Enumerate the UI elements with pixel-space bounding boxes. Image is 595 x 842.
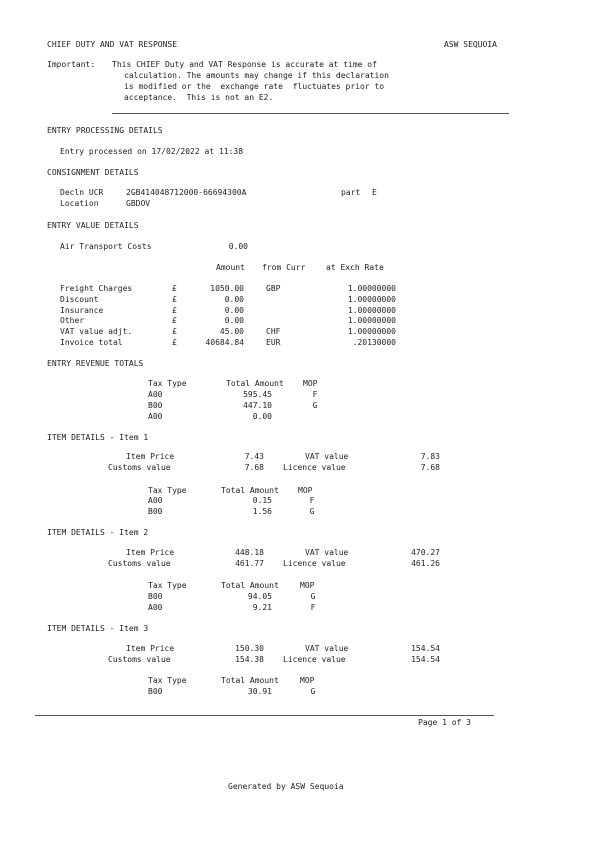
notice-line: This CHIEF Duty and VAT Response is accurate at time of xyxy=(112,60,377,69)
column-header: Tax Type xyxy=(148,581,187,590)
vat-value: 470.27 xyxy=(411,548,440,557)
column-header: Total Amount xyxy=(221,676,279,685)
tax-mop: G xyxy=(310,687,316,696)
customs-value-label: Customs value xyxy=(108,559,171,568)
licence-value-label: Licence value xyxy=(283,463,346,472)
entry-processed-text: Entry processed on 17/02/2022 at 11:38 xyxy=(60,147,244,156)
value-row-label: Freight Charges xyxy=(60,284,133,293)
tax-mop: F xyxy=(312,390,318,399)
column-header: Total Amount xyxy=(226,379,284,388)
licence-value-label: Licence value xyxy=(283,655,346,664)
value-row-amount: 40684.84 xyxy=(205,338,244,347)
part-value: E xyxy=(372,188,377,197)
value-row-rate: 1.00000000 xyxy=(347,316,396,325)
column-header: from Curr xyxy=(262,263,306,272)
column-header: MOP xyxy=(300,676,315,685)
customs-value: 461.77 xyxy=(235,559,264,568)
value-row-label: Insurance xyxy=(60,306,104,315)
notice-label: Important: xyxy=(47,60,96,69)
licence-value-label: Licence value xyxy=(283,559,346,568)
footer-text: Generated by ASW Sequoia xyxy=(228,782,344,791)
licence-value: 154.54 xyxy=(411,655,440,664)
currency-sign: £ xyxy=(172,327,177,336)
vat-value: 7.83 xyxy=(420,452,440,461)
value-row-currency: CHF xyxy=(266,327,281,336)
tax-type: B00 xyxy=(148,592,163,601)
item-price-label: Item Price xyxy=(126,644,175,653)
value-row-rate: 1.00000000 xyxy=(347,284,396,293)
currency-sign: £ xyxy=(172,284,177,293)
item-heading: ITEM DETAILS - Item 3 xyxy=(47,624,149,633)
item-heading: ITEM DETAILS - Item 1 xyxy=(47,433,149,442)
column-header: MOP xyxy=(303,379,318,388)
customs-value: 154.38 xyxy=(235,655,264,664)
tax-mop: F xyxy=(310,603,316,612)
licence-value: 7.68 xyxy=(420,463,440,472)
value-row-amount: 0.00 xyxy=(224,295,244,304)
customs-value: 7.68 xyxy=(244,463,264,472)
part-label: part xyxy=(341,188,361,197)
location-value: GBDOV xyxy=(126,199,151,208)
item-heading: ITEM DETAILS - Item 2 xyxy=(47,528,149,537)
column-header: Amount xyxy=(216,263,245,272)
tax-amount: 9.21 xyxy=(252,603,272,612)
air-transport-value: 0.00 xyxy=(228,242,248,251)
column-header: Tax Type xyxy=(148,379,187,388)
tax-amount: 30.91 xyxy=(247,687,272,696)
item-price-value: 7.43 xyxy=(244,452,264,461)
value-row-label: Discount xyxy=(60,295,99,304)
item-price-value: 448.18 xyxy=(235,548,264,557)
column-header: MOP xyxy=(300,581,315,590)
value-row-label: Invoice total xyxy=(60,338,123,347)
document-title: CHIEF DUTY AND VAT RESPONSE xyxy=(47,40,178,49)
page-number: Page 1 of 3 xyxy=(418,718,471,727)
tax-type: A00 xyxy=(148,603,163,612)
tax-amount: 0.00 xyxy=(252,412,272,421)
tax-amount: 94.05 xyxy=(247,592,272,601)
value-row-rate: 1.00000000 xyxy=(347,306,396,315)
ducr-value: 2GB414048712000-66694300A xyxy=(126,188,247,197)
item-price-value: 150.30 xyxy=(235,644,264,653)
value-row-amount: 0.00 xyxy=(224,306,244,315)
vat-value-label: VAT value xyxy=(305,548,349,557)
currency-sign: £ xyxy=(172,338,177,347)
consignment-heading: CONSIGNMENT DETAILS xyxy=(47,168,139,177)
value-row-currency: GBP xyxy=(266,284,281,293)
tax-mop: G xyxy=(309,507,315,516)
column-header: MOP xyxy=(298,486,313,495)
vat-value: 154.54 xyxy=(411,644,440,653)
tax-mop: G xyxy=(310,592,316,601)
currency-sign: £ xyxy=(172,295,177,304)
item-price-label: Item Price xyxy=(126,452,175,461)
customs-value-label: Customs value xyxy=(108,655,171,664)
customs-value-label: Customs value xyxy=(108,463,171,472)
column-header: Tax Type xyxy=(148,486,187,495)
tax-type: A00 xyxy=(148,496,163,505)
currency-sign: £ xyxy=(172,306,177,315)
tax-amount: 447.10 xyxy=(243,401,272,410)
tax-type: B00 xyxy=(148,507,163,516)
entry-processing-heading: ENTRY PROCESSING DETAILS xyxy=(47,126,163,135)
value-row-label: Other xyxy=(60,316,85,325)
notice-divider xyxy=(112,113,509,114)
tax-type: B00 xyxy=(148,401,163,410)
tax-mop: G xyxy=(312,401,318,410)
notice-line: calculation. The amounts may change if this declaration xyxy=(124,71,389,80)
tax-type: A00 xyxy=(148,390,163,399)
brand-name: ASW SEQUOIA xyxy=(444,40,497,49)
ducr-label: Decln UCR xyxy=(60,188,104,197)
vat-value-label: VAT value xyxy=(305,644,349,653)
tax-amount: 0.15 xyxy=(252,496,272,505)
currency-sign: £ xyxy=(172,316,177,325)
tax-type: A00 xyxy=(148,412,163,421)
value-row-amount: 0.00 xyxy=(224,316,244,325)
value-row-amount: 45.00 xyxy=(219,327,244,336)
notice-line: is modified or the exchange rate fluctuates prior to xyxy=(124,82,385,91)
location-label: Location xyxy=(60,199,99,208)
item-price-label: Item Price xyxy=(126,548,175,557)
value-row-rate: 1.00000000 xyxy=(347,295,396,304)
column-header: Total Amount xyxy=(221,581,279,590)
value-row-amount: 1050.00 xyxy=(210,284,244,293)
value-row-rate: 1.00000000 xyxy=(347,327,396,336)
revenue-totals-heading: ENTRY REVENUE TOTALS xyxy=(47,359,144,368)
tax-type: B00 xyxy=(148,687,163,696)
column-header: at Exch Rate xyxy=(326,263,384,272)
column-header: Total Amount xyxy=(221,486,279,495)
tax-amount: 595.45 xyxy=(243,390,272,399)
entry-value-heading: ENTRY VALUE DETAILS xyxy=(47,221,139,230)
notice-line: acceptance. This is not an E2. xyxy=(124,93,274,102)
tax-mop: F xyxy=(309,496,315,505)
footer-divider xyxy=(35,715,494,716)
value-row-currency: EUR xyxy=(266,338,281,347)
licence-value: 461.26 xyxy=(411,559,440,568)
column-header: Tax Type xyxy=(148,676,187,685)
air-transport-label: Air Transport Costs xyxy=(60,242,152,251)
value-row-rate: .20130000 xyxy=(352,338,396,347)
value-row-label: VAT value adjt. xyxy=(60,327,133,336)
tax-amount: 1.56 xyxy=(252,507,272,516)
vat-value-label: VAT value xyxy=(305,452,349,461)
